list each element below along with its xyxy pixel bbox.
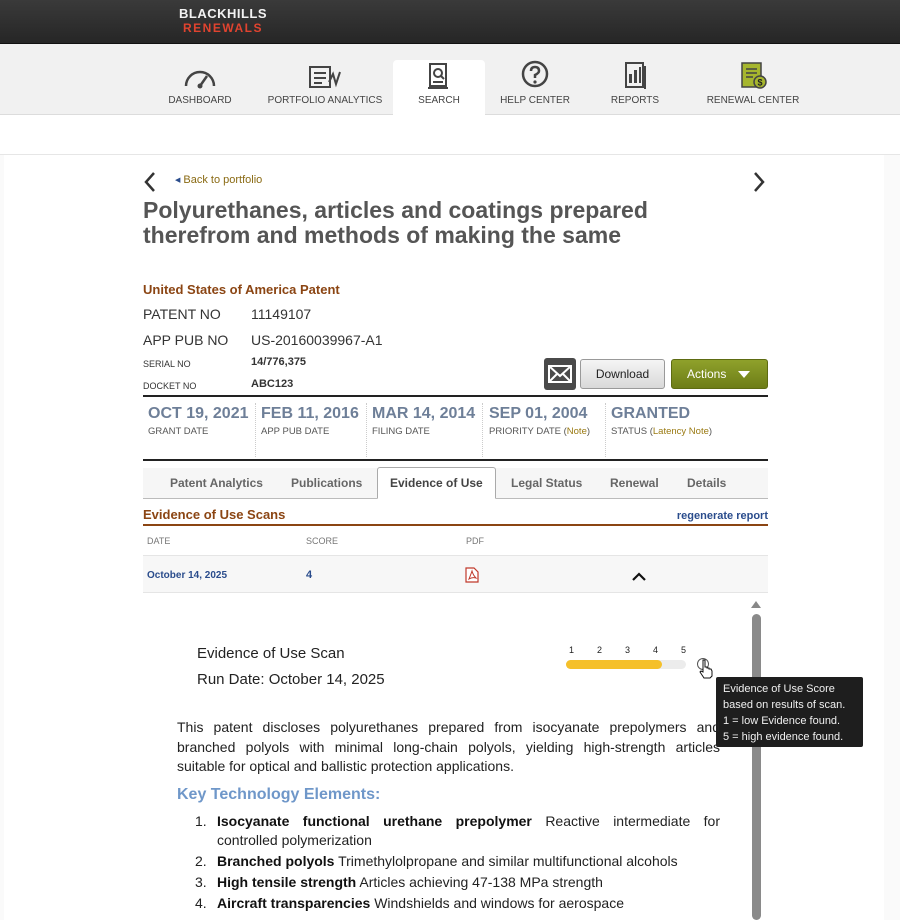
scrollbar-thumb[interactable] xyxy=(752,614,761,920)
nav-label: SEARCH xyxy=(418,95,460,106)
app-pub-date-label: APP PUB DATE xyxy=(261,426,330,437)
list-item xyxy=(195,852,720,871)
tab-evidence-of-use[interactable]: Evidence of Use xyxy=(377,467,496,499)
column-header-date: DATE xyxy=(147,536,171,546)
mail-icon xyxy=(544,358,576,390)
item-term: Aircraft transparencies xyxy=(217,895,371,911)
brand-logo[interactable] xyxy=(179,7,267,35)
item-text: Reactive intermediate for controlled polymerization xyxy=(217,813,720,848)
score-tooltip xyxy=(716,677,863,747)
item-number: 3. xyxy=(195,874,207,890)
item-number: 4. xyxy=(195,895,207,911)
main-nav xyxy=(0,44,900,115)
nav-dashboard[interactable] xyxy=(165,60,235,106)
analytics-icon xyxy=(266,60,384,90)
section-divider xyxy=(143,524,768,526)
search-document-icon xyxy=(393,60,485,90)
patent-country: United States of America Patent xyxy=(143,282,340,297)
nav-search[interactable] xyxy=(393,60,485,116)
tooltip-line: Evidence of Use Score xyxy=(723,683,835,695)
grant-date-value: OCT 19, 2021 xyxy=(148,405,249,422)
column-header-score: SCORE xyxy=(306,536,339,546)
hand-cursor-icon xyxy=(698,659,714,684)
priority-date-label: PRIORITY DATE xyxy=(489,426,561,437)
status-value: GRANTED xyxy=(611,405,691,422)
scale-label: 3 xyxy=(625,645,631,655)
tab-renewal[interactable]: Renewal xyxy=(610,476,659,490)
filing-date-value: MAR 14, 2014 xyxy=(372,405,476,422)
email-button[interactable] xyxy=(544,358,576,390)
key-technology-title: Key Technology Elements: xyxy=(177,786,381,803)
scan-run-date: Run Date: October 14, 2025 xyxy=(197,671,385,688)
patent-no-value: 11149107 xyxy=(251,306,312,322)
patent-title: Polyurethanes, articles and coatings prepared therefrom and methods of making the same xyxy=(143,197,648,248)
regenerate-report-link[interactable]: regenerate report xyxy=(676,510,768,522)
table-row[interactable] xyxy=(143,555,768,593)
filing-date-label: FILING DATE xyxy=(372,426,430,437)
nav-label: RENEWAL CENTER xyxy=(706,95,800,106)
scale-label: 5 xyxy=(681,645,687,655)
previous-chevron-icon[interactable] xyxy=(143,171,157,194)
nav-renewal-center[interactable] xyxy=(703,60,803,106)
item-term: Branched polyols xyxy=(217,853,335,869)
nav-help-center[interactable] xyxy=(497,60,573,106)
priority-date-value: SEP 01, 2004 xyxy=(489,405,588,422)
nav-label: DASHBOARD xyxy=(168,95,232,106)
grant-date-label: GRANT DATE xyxy=(148,426,209,437)
docket-no-label: DOCKET NO xyxy=(143,381,197,391)
actions-label: Actions xyxy=(687,367,727,381)
sub-bar xyxy=(0,115,900,155)
item-text: Trimethylolpropane and similar multifunctional alcohols xyxy=(338,853,678,869)
nav-label: HELP CENTER xyxy=(500,95,570,106)
divider xyxy=(255,403,256,457)
tooltip-line: based on results of scan. xyxy=(723,699,846,711)
item-text: Windshields and windows for aerospace xyxy=(374,895,624,911)
brand-subname: RENEWALS xyxy=(183,21,264,35)
dates-strip xyxy=(143,395,768,461)
divider xyxy=(482,403,483,457)
section-title: Evidence of Use Scans xyxy=(143,507,286,522)
item-number: 2. xyxy=(195,853,207,869)
tooltip-line: 5 = high evidence found. xyxy=(723,731,844,743)
tab-legal-status[interactable]: Legal Status xyxy=(511,476,583,490)
item-term: Isocyanate functional urethane prepolymer xyxy=(217,813,532,829)
scale-label: 2 xyxy=(597,645,603,655)
svg-text:$: $ xyxy=(757,77,763,88)
priority-date-label-group: PRIORITY DATE (Note) xyxy=(489,426,591,437)
download-button[interactable]: Download xyxy=(580,359,665,389)
brand-name: BLACKHILLS xyxy=(179,6,268,21)
scan-title: Evidence of Use Scan xyxy=(197,645,345,662)
app-pub-no-value: US-20160039967-A1 xyxy=(251,332,383,348)
score-bar-fill xyxy=(566,660,662,669)
nav-label: PORTFOLIO ANALYTICS xyxy=(267,95,383,106)
caret-down-icon xyxy=(738,371,750,378)
tab-details[interactable]: Details xyxy=(687,476,727,490)
item-text: Articles achieving 47-138 MPa strength xyxy=(359,874,603,890)
priority-date xyxy=(489,405,590,455)
key-technology-list xyxy=(195,812,720,915)
next-chevron-icon[interactable] xyxy=(752,171,766,194)
scan-description: This patent discloses polyurethanes prepared from isocyanate prepolymers and branched polyols with minimal long-chain polyols, yielding high-strength articles suitable for optical and ballistic protection applications. xyxy=(177,719,720,774)
tooltip-line: 1 = low Evidence found. xyxy=(723,715,841,727)
latency-note-link[interactable]: Latency Note xyxy=(652,426,709,437)
status-label: STATUS xyxy=(611,426,648,437)
collapse-chevron-icon[interactable] xyxy=(631,569,647,587)
serial-no-label: SERIAL NO xyxy=(143,359,191,369)
filing-date xyxy=(372,405,475,455)
reports-icon xyxy=(605,60,665,90)
column-header-pdf: PDF xyxy=(466,536,484,546)
help-icon xyxy=(497,60,573,90)
scale-label: 4 xyxy=(653,645,659,655)
tab-publications[interactable]: Publications xyxy=(291,476,363,490)
list-item xyxy=(195,873,720,892)
item-number: 1. xyxy=(195,813,207,829)
top-bar xyxy=(0,0,900,44)
status xyxy=(611,405,712,455)
serial-no-value: 14/776,375 xyxy=(251,356,307,368)
divider xyxy=(366,403,367,457)
back-link-label: Back to portfolio xyxy=(183,174,263,186)
score-bar xyxy=(566,660,686,669)
docket-no-value: ABC123 xyxy=(251,378,294,390)
nav-portfolio-analytics[interactable] xyxy=(266,60,384,106)
app-pub-date xyxy=(261,405,359,455)
divider xyxy=(605,403,606,457)
nav-reports[interactable] xyxy=(605,60,665,106)
list-item xyxy=(195,894,720,913)
nav-label: REPORTS xyxy=(610,95,660,106)
pdf-icon[interactable] xyxy=(465,567,479,588)
list-item xyxy=(195,812,720,850)
actions-button[interactable] xyxy=(671,359,768,389)
scale-label: 1 xyxy=(569,645,575,655)
tab-patent-analytics[interactable]: Patent Analytics xyxy=(170,476,263,490)
tab-bar xyxy=(143,468,768,499)
scan-score: 4 xyxy=(306,569,313,581)
grant-date xyxy=(148,405,249,455)
renewal-document-icon xyxy=(703,60,803,90)
gauge-icon xyxy=(165,60,235,90)
app-pub-no-label: APP PUB NO xyxy=(143,332,229,348)
item-term: High tensile strength xyxy=(217,874,357,890)
patent-no-label: PATENT NO xyxy=(143,306,221,322)
priority-note-link[interactable]: Note xyxy=(566,426,587,437)
back-to-portfolio-link[interactable] xyxy=(175,174,262,186)
app-pub-date-value: FEB 11, 2016 xyxy=(261,405,359,422)
scan-date: October 14, 2025 xyxy=(147,570,228,581)
back-arrow-icon: ◀ xyxy=(175,177,181,184)
scroll-up-arrow-icon[interactable] xyxy=(751,601,761,608)
status-label-group: STATUS (Latency Note) xyxy=(611,426,713,437)
